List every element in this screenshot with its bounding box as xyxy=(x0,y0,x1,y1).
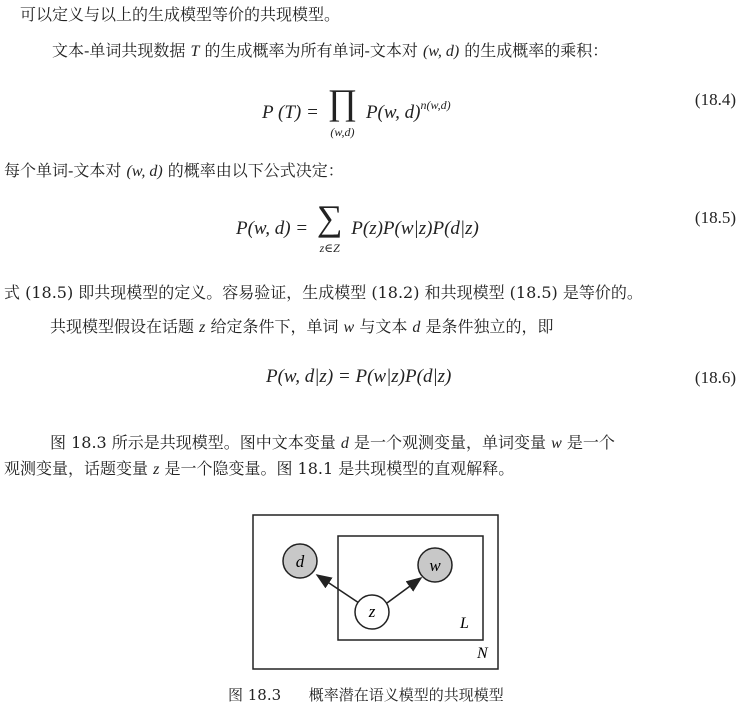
text: 的生成概率的乘积： xyxy=(464,41,609,60)
plate-outer-label: N xyxy=(477,645,488,662)
eq-term: P(z)P(w|z)P(d|z) xyxy=(351,218,479,239)
eq-exponent: n(w,d) xyxy=(420,98,451,112)
math-w: w xyxy=(343,319,355,336)
text: 文本-单词共现数据 xyxy=(52,41,186,60)
text: 给定条件下，单词 xyxy=(210,317,339,336)
text: 是一个 xyxy=(566,433,615,452)
eq-term: P(w, d) xyxy=(365,102,421,123)
node-z-label: z xyxy=(368,602,376,621)
text: 每个单词-文本对 xyxy=(4,161,122,180)
sum-symbol: ∑ xyxy=(316,198,343,238)
caption-number: 图 18.3 xyxy=(228,686,282,704)
math-d: d xyxy=(340,435,349,452)
math-d: d xyxy=(412,319,421,336)
eq-lhs: P(w, d) = xyxy=(236,218,309,239)
text: 是条件独立的，即 xyxy=(425,317,554,336)
math-T: T xyxy=(190,43,200,60)
equation-number-18-6: (18.6) xyxy=(694,368,736,387)
text: 可以定义与以上的生成模型等价的共现模型。 xyxy=(20,5,341,24)
text: 的生成概率为所有单词-文本对 xyxy=(204,41,418,60)
eq-lhs: P (T) = xyxy=(262,102,319,123)
math-w: w xyxy=(551,435,562,452)
text: 是一个隐变量。图 18.1 是共现模型的直观解释。 xyxy=(164,459,515,478)
text: 图 18.3 所示是共现模型。图中文本变量 xyxy=(50,433,336,452)
text: 与文本 xyxy=(359,317,408,336)
node-d-label: d xyxy=(295,552,305,571)
edge-z-to-w xyxy=(387,578,421,603)
eq-text: P(w, d|z) = P(w|z)P(d|z) xyxy=(266,366,452,387)
sum-index: z∈Z xyxy=(319,241,340,255)
text: 的概率由以下公式决定： xyxy=(167,161,344,180)
math-z: z xyxy=(153,461,160,478)
product-symbol: ∏ xyxy=(327,82,358,122)
product-index: (w,d) xyxy=(330,125,355,139)
math-wd: (w, d) xyxy=(423,43,460,60)
text: 观测变量，话题变量 xyxy=(4,459,149,478)
text: 共现模型假设在话题 xyxy=(50,317,195,336)
equation-number-18-4: (18.4) xyxy=(694,90,736,109)
math-wd: (w, d) xyxy=(126,163,163,180)
figure-caption xyxy=(228,684,504,705)
equation-number-18-5: (18.5) xyxy=(694,208,736,227)
node-w-label: w xyxy=(429,556,441,575)
plate-outer xyxy=(253,515,498,669)
text: 式 (18.5) 即共现模型的定义。容易验证，生成模型 (18.2) 和共现模型 (18.5) 是等价的。 xyxy=(4,283,643,302)
caption-text: 概率潜在语义模型的共现模型 xyxy=(308,686,504,704)
plate-inner-label: L xyxy=(460,615,469,632)
math-z: z xyxy=(199,319,206,336)
text: 是一个观测变量，单词变量 xyxy=(354,433,547,452)
